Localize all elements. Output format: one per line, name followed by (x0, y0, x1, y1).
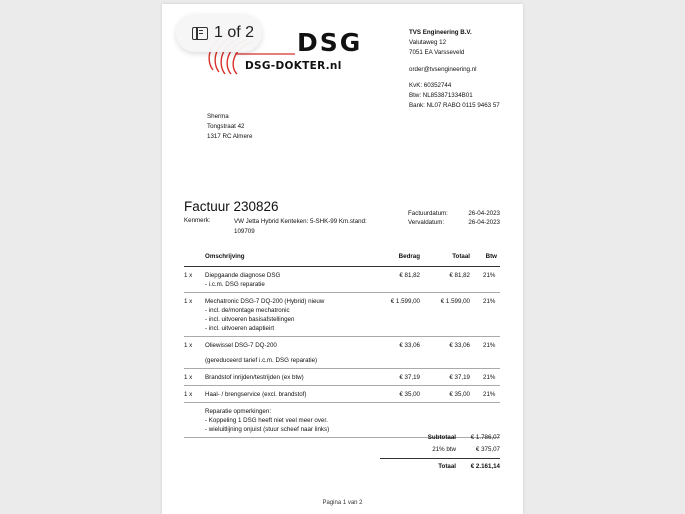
row-price: € 35,00 (399, 391, 420, 398)
page-indicator-text: 1 of 2 (214, 24, 255, 41)
header-qty (184, 253, 205, 266)
row-description (205, 297, 370, 333)
kenmerk-value: VW Jetta Hybrid Kenteken: 5-SHK-99 Km.stand: 109709 (234, 218, 367, 235)
row-total: € 33,06 (449, 342, 470, 349)
company-street: Valutaweg 12 (409, 39, 447, 47)
company-name: TVS Engineering B.V. (409, 29, 472, 36)
description-line: (gereduceerd tarief i.c.m. DSG reparatie) (205, 357, 318, 364)
row-price: € 37,19 (399, 374, 420, 381)
row-qty (184, 407, 205, 434)
vat-value: € 375,07 (475, 445, 500, 453)
kenmerk-label: Kenmerk: (184, 217, 211, 224)
header-vat: Btw (485, 253, 497, 260)
company-city: 7051 EA Varsseveld (409, 49, 465, 57)
due-date-label: Vervaldatum: (408, 219, 445, 226)
description-line: Brandstof inrijden/testrijden (ex btw) (205, 374, 304, 381)
customer-street: Tongstraat 42 (207, 123, 245, 130)
logo-subtitle: DSG-DOKTER.nl (245, 60, 342, 72)
description-line: - Koppeling 1 DSG heeft niet veel meer over. (205, 417, 328, 424)
row-vat: 21% (483, 298, 496, 305)
table-body (184, 267, 500, 438)
company-info (409, 28, 500, 111)
row-total: € 1.599,00 (440, 298, 470, 305)
row-description (205, 271, 370, 289)
row-total (420, 407, 470, 434)
description-line: - wieluitlijning onjuist (stuur scheef naar links) (205, 426, 330, 433)
totals-block (380, 431, 500, 472)
description-line: - incl. de/montage mechatronic (205, 307, 290, 314)
description-line: Oliewissel DSG-7 DQ-200 (205, 342, 277, 349)
header-description: Omschrijving (205, 253, 245, 260)
description-line: Diepgaande diagnose DSG (205, 272, 281, 279)
page-indicator-badge[interactable] (176, 14, 262, 52)
description-line: Haal- / brengservice (excl. brandstof) (205, 391, 307, 398)
row-qty: 1 x (184, 374, 193, 381)
invoice-date-label: Factuurdatum: (408, 210, 448, 217)
row-description (205, 373, 370, 382)
row-description (205, 341, 370, 365)
row-total: € 37,19 (449, 374, 470, 381)
table-row (184, 293, 500, 337)
row-qty: 1 x (184, 391, 193, 398)
row-vat: 21% (483, 272, 496, 279)
table-row (184, 369, 500, 386)
invoice-page (162, 4, 523, 514)
sidebar-toggle-icon[interactable] (192, 27, 208, 40)
description-line: Reparatie opmerkingen: (205, 408, 272, 415)
row-description (205, 407, 370, 434)
total-label: Totaal (438, 462, 456, 470)
table-row (184, 337, 500, 369)
subtotal-label: Subtotaal (427, 433, 456, 441)
row-total: € 35,00 (449, 391, 470, 398)
company-bank: Bank: NL07 RABO 0115 9463 57 (409, 102, 500, 110)
invoice-lines-table (184, 253, 500, 438)
customer-city: 1317 RC Almere (207, 133, 253, 140)
table-row (184, 267, 500, 293)
description-line: - incl. uitvoeren adaptieirt (205, 325, 275, 332)
row-qty: 1 x (184, 272, 193, 279)
header-total: Totaal (452, 253, 470, 260)
total-value: € 2.161,14 (470, 462, 500, 470)
totals-divider (380, 458, 500, 459)
header-price: Bedrag (398, 253, 420, 260)
description-line: - incl. uitvoeren basisafstellingen (205, 316, 295, 323)
vat-label: 21% btw (432, 445, 456, 453)
page-footer: Pagina 1 van 2 (322, 500, 363, 506)
row-description (205, 390, 370, 399)
subtotal-value: € 1.786,07 (470, 433, 500, 441)
invoice-title: Factuur 230826 (184, 199, 279, 214)
row-price: € 33,06 (399, 342, 420, 349)
row-vat: 21% (483, 374, 496, 381)
row-total: € 81,82 (449, 272, 470, 279)
customer-name: Sherma (207, 113, 229, 120)
row-vat (470, 407, 500, 434)
row-price: € 1.599,00 (390, 298, 420, 305)
customer-address (207, 112, 252, 142)
row-price: € 81,82 (399, 272, 420, 279)
row-price (370, 407, 420, 434)
row-qty: 1 x (184, 342, 193, 349)
row-vat: 21% (483, 342, 496, 349)
logo-brand-text: DSG (297, 28, 363, 57)
row-qty: 1 x (184, 298, 193, 305)
invoice-date-value: 26-04-2023 (468, 210, 500, 217)
company-btw: Btw: NL853871334B01 (409, 92, 473, 100)
company-email[interactable]: order@tvsengineering.nl (409, 65, 477, 73)
invoice-dates (408, 209, 500, 227)
due-date-value: 26-04-2023 (468, 219, 500, 226)
row-vat: 21% (483, 391, 496, 398)
table-header (184, 253, 500, 267)
company-kvk: KvK: 60352744 (409, 81, 452, 89)
description-line: Mechatronic DSG-7 DQ-200 (Hybrid) nieuw (205, 298, 325, 305)
description-line: - i.c.m. DSG reparatie (205, 281, 265, 288)
table-row (184, 386, 500, 403)
